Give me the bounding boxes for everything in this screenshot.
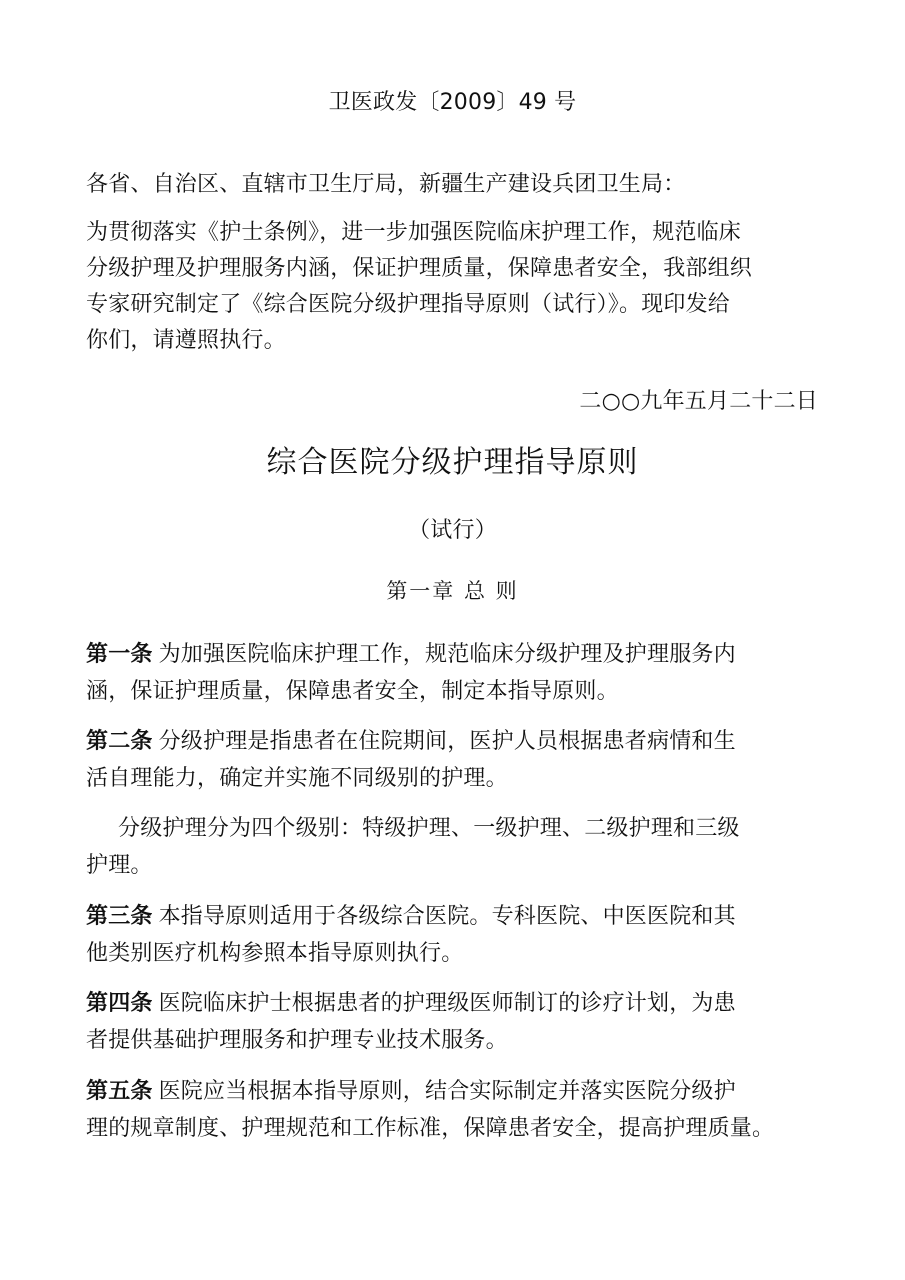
document-title: 综合医院分级护理指导原则 [266, 445, 639, 480]
article-2-line-2: 活自理能力，确定并实施不同级别的护理。 [86, 766, 508, 791]
article-label: 第二条 [86, 729, 153, 754]
article-label: 第五条 [86, 1079, 153, 1104]
body-line-3: 专家研究制定了《综合医院分级护理指导原则（试行）》。现印发给 [86, 292, 731, 317]
body-line-1: 为贯彻落实《护士条例》，进一步加强医院临床护理工作，规范临床 [86, 220, 742, 245]
article-1-line-2: 涵，保证护理质量，保障患者安全，制定本指导原则。 [86, 679, 619, 704]
article-4-line-2: 者提供基础护理服务和护理专业技术服务。 [86, 1028, 508, 1053]
body-line-2: 分级护理及护理服务内涵，保证护理质量，保障患者安全，我部组织 [86, 256, 753, 281]
article-2-extra-line-1: 分级护理分为四个级别：特级护理、一级护理、二级护理和三级 [118, 816, 740, 841]
article-2 [86, 727, 826, 757]
article-label: 第四条 [86, 991, 153, 1016]
article-text: 分级护理是指患者在住院期间，医护人员根据患者病情和生 [158, 729, 736, 754]
article-text: 为加强医院临床护理工作，规范临床分级护理及护理服务内 [158, 642, 736, 667]
article-1 [86, 640, 826, 670]
article-label: 第一条 [86, 642, 153, 667]
article-label: 第三条 [86, 904, 153, 929]
article-3 [86, 902, 826, 932]
article-5-line-2: 理的规章制度、护理规范和工作标准，保障患者安全，提高护理质量。 [86, 1116, 775, 1141]
document-subtitle: （试行） [408, 518, 497, 543]
article-text: 医院临床护士根据患者的护理级医师制订的诊疗计划，为患 [158, 991, 736, 1016]
chapter-heading: 第一章 总 则 [386, 579, 519, 603]
article-3-line-2: 他类别医疗机构参照本指导原则执行。 [86, 941, 464, 966]
article-text: 医院应当根据本指导原则，结合实际制定并落实医院分级护 [158, 1079, 736, 1104]
doc-number: 卫医政发〔2009〕49 号 [328, 90, 577, 115]
issue-date: 二○○九年五月二十二日 [579, 389, 818, 414]
article-5 [86, 1077, 826, 1107]
body-line-4: 你们，请遵照执行。 [86, 328, 286, 353]
article-2-extra-line-2: 护理。 [86, 853, 153, 878]
article-text: 本指导原则适用于各级综合医院。专科医院、中医医院和其 [158, 904, 736, 929]
article-4 [86, 989, 826, 1019]
recipient-line: 各省、自治区、直辖市卫生厅局，新疆生产建设兵团卫生局： [86, 172, 686, 197]
